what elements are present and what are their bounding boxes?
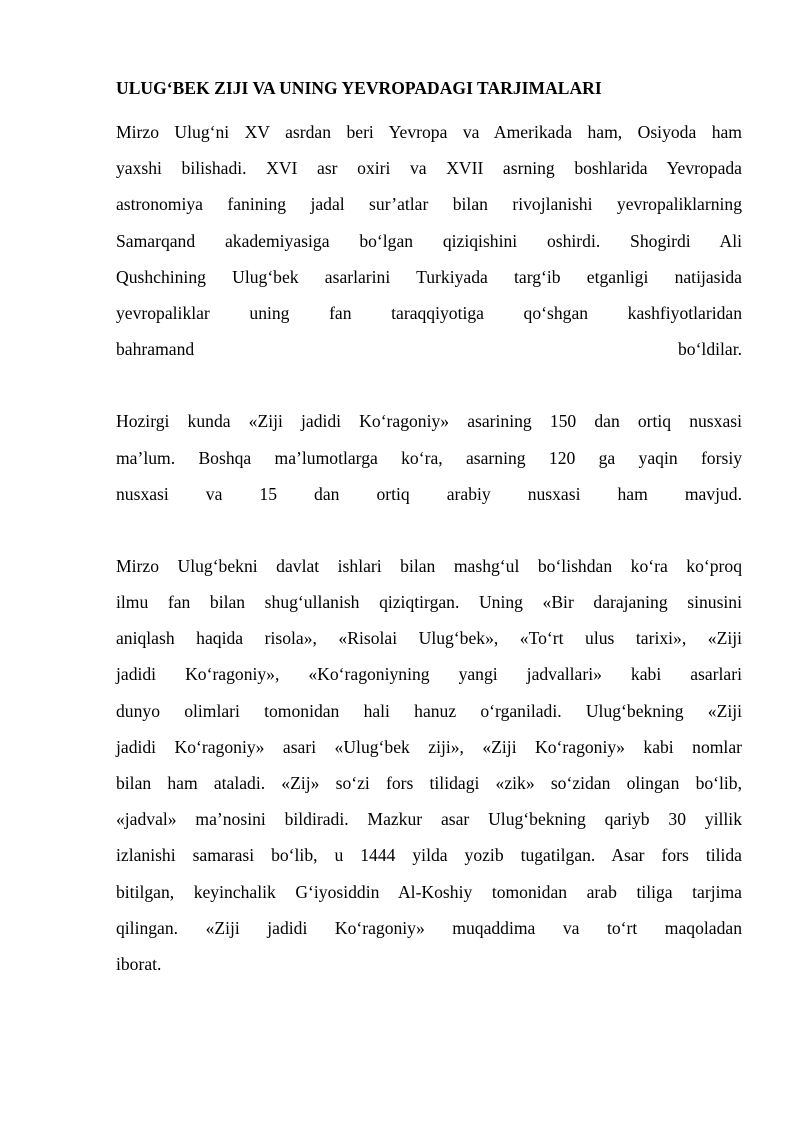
paragraph-line: Mirzo Ulug‘bekni davlat ishlari bilan mashg‘ul bo‘lishdan ko‘ra ko‘proq bbox=[116, 555, 742, 576]
paragraph-1 bbox=[116, 114, 742, 367]
paragraph-line: bahramand bo‘ldilar. bbox=[116, 339, 742, 360]
paragraph-line: ilmu fan bilan shug‘ullanish qiziqtirgan. Uning «Bir darajaning sinusini bbox=[116, 592, 742, 613]
paragraph-line: Hozirgi kunda «Ziji jadidi Ko‘ragoniy» asarining 150 dan ortiq nusxasi bbox=[116, 411, 742, 432]
paragraph-line: qilingan. «Ziji jadidi Ko‘ragoniy» muqaddima va to‘rt maqoladan bbox=[116, 917, 742, 938]
paragraph-line: izlanishi samarasi bo‘lib, u 1444 yilda yozib tugatilgan. Asar fors tilida bbox=[116, 845, 742, 866]
paragraph-line: astronomiya fanining jadal sur’atlar bilan rivojlanishi yevropaliklarning bbox=[116, 194, 742, 215]
document-body bbox=[116, 74, 742, 1018]
paragraph-line: Mirzo Ulug‘ni XV asrdan beri Yevropa va Amerikada ham, Osiyoda ham bbox=[116, 122, 742, 142]
paragraph-line: jadidi Ko‘ragoniy», «Ko‘ragoniyning yangi jadvallari» kabi asarlari bbox=[116, 664, 742, 685]
paragraph-line: yaxshi bilishadi. XVI asr oxiri va XVII asrning boshlarida Yevropada bbox=[116, 158, 742, 179]
paragraph-line: Qushchining Ulug‘bek asarlarini Turkiyada targ‘ib etganligi natijasida bbox=[116, 266, 742, 287]
paragraph-line: jadidi Ko‘ragoniy» asari «Ulug‘bek ziji», «Ziji Ko‘ragoniy» kabi nomlar bbox=[116, 736, 742, 757]
paragraph-line: iborat. bbox=[116, 953, 162, 974]
paragraph-line: dunyo olimlari tomonidan hali hanuz o‘rganiladi. Ulug‘bekning «Ziji bbox=[116, 700, 742, 721]
paragraph-line: nusxasi va 15 dan ortiq arabiy nusxasi ham mavjud. bbox=[116, 483, 742, 504]
document-title: ULUG‘BEK ZIJI VA UNING YEVROPADAGI TARJIMALARI bbox=[116, 78, 602, 98]
paragraph-line: Samarqand akademiyasiga bo‘lgan qiziqishini oshirdi. Shogirdi Ali bbox=[116, 230, 742, 251]
paragraph-line: bitilgan, keyinchalik G‘iyosiddin Al-Koshiy tomonidan arab tiliga tarjima bbox=[116, 881, 742, 902]
paragraph-line: aniqlash haqida risola», «Risolai Ulug‘bek», «To‘rt ulus tarixi», «Ziji bbox=[116, 628, 742, 649]
paragraph-line: «jadval» ma’nosini bildiradi. Mazkur asar Ulug‘bekning qariyb 30 yillik bbox=[116, 809, 742, 830]
paragraph-line: bilan ham ataladi. «Zij» so‘zi fors tilidagi «zik» so‘zidan olingan bo‘lib, bbox=[116, 773, 742, 793]
paragraph-line: yevropaliklar uning fan taraqqiyotiga qo‘shgan kashfiyotlaridan bbox=[116, 302, 742, 323]
paragraph-line: ma’lum. Boshqa ma’lumotlarga ko‘ra, asarning 120 ga yaqin forsiy bbox=[116, 447, 742, 468]
paragraph-3 bbox=[116, 548, 742, 982]
paragraph-2 bbox=[116, 403, 742, 512]
